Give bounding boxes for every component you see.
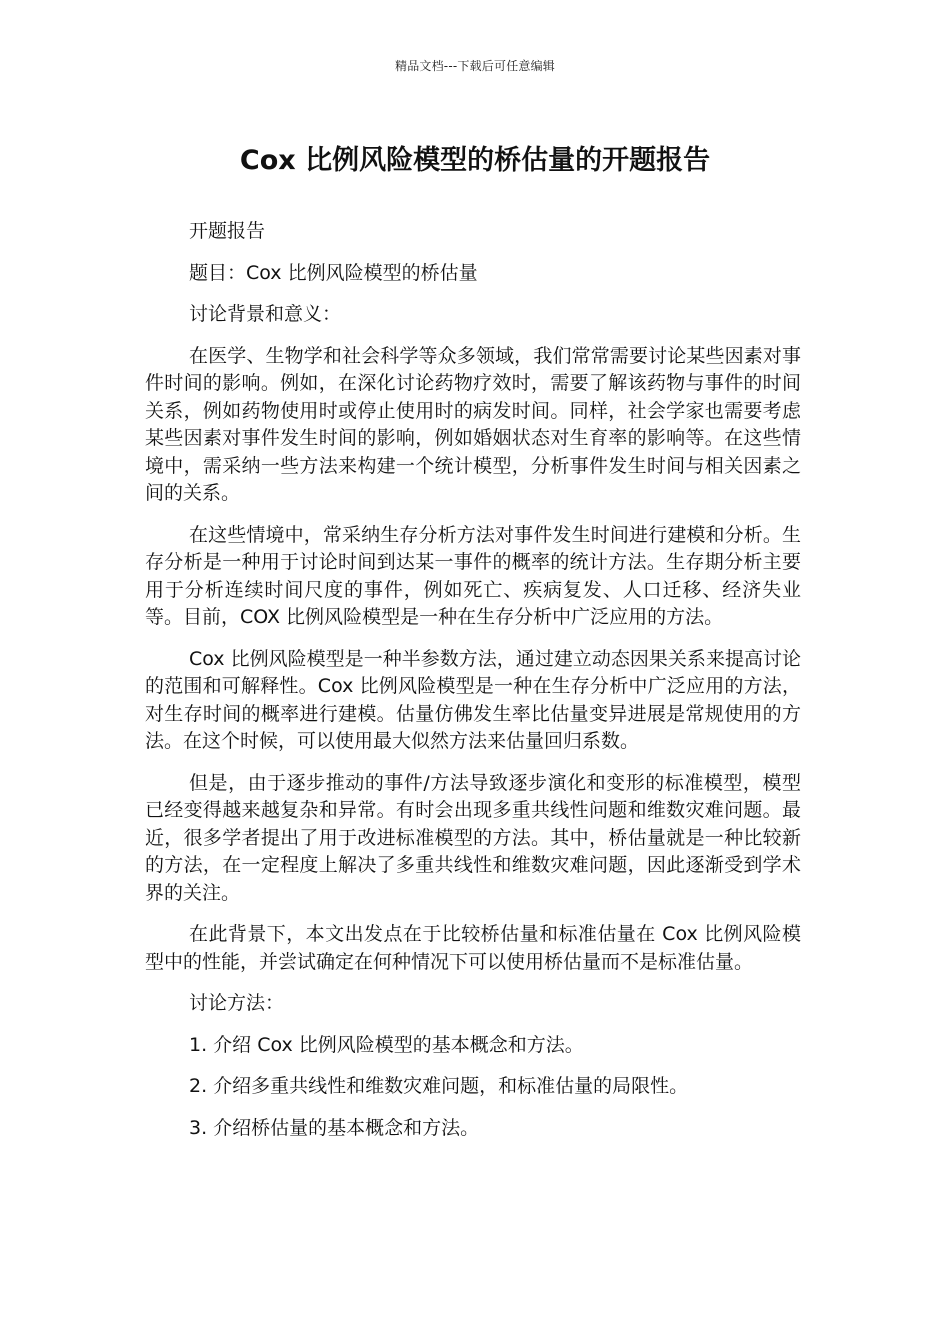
method-item-2: 2. 介绍多重共线性和维数灾难问题，和标准估量的局限性。 — [189, 1075, 689, 1097]
paragraph-4: 但是，由于逐步推动的事件/方法导致逐步演化和变形的标准模型，模型已经变得越来越复杂和异常。有时会出现多重共线性问题和维数灾难问题。最近，很多学者提出了用于改进标准模型的方法。其中，桥估量就是一种比较新的方法，在一定程度上解决了多重共线性和维数灾难问题，因此逐渐受到学术界的关注。 — [145, 771, 801, 904]
paragraph-5: 在此背景下，本文出发点在于比较桥估量和标准估量在 Cox 比例风险模型中的性能，并尝试确定在何种情况下可以使用桥估量而不是标准估量。 — [145, 923, 801, 973]
paragraph-3: Cox 比例风险模型是一种半参数方法，通过建立动态因果关系来提高讨论的范围和可解释性。Cox 比例风险模型是一种在生存分析中广泛应用的方法，对生存时间的概率进行建模。估量仿佛发生率比估量变异进展是常规使用的方法。在这个时候，可以使用最大似然方法来估量回归系数。 — [145, 647, 801, 752]
method-item-1: 1. 介绍 Cox 比例风险模型的基本概念和方法。 — [189, 1033, 584, 1056]
header-note: 精品文档---下载后可任意编辑 — [395, 59, 555, 73]
paragraph-1: 在医学、生物学和社会科学等众多领域，我们常常需要讨论某些因素对事件时间的影响。例如，在深化讨论药物疗效时，需要了解该药物与事件的时间关系，例如药物使用时或停止使用时的病发时间。同样，社会学家也需要考虑某些因素对事件发生时间的影响，例如婚姻状态对生育率的影响等。在这些情境中，需采纳一些方法来构建一个统计模型，分析事件发生时间与相关因素之间的关系。 — [145, 344, 801, 504]
paragraph-2: 在这些情境中，常采纳生存分析方法对事件发生时间进行建模和分析。生存分析是一种用于讨论时间到达某一事件的概率的统计方法。生存期分析主要用于分析连续时间尺度的事件，例如死亡、疾病复发、人口迁移、经济失业等。目前，COX 比例风险模型是一种在生存分析中广泛应用的方法。 — [145, 523, 801, 628]
document-body — [145, 218, 801, 1156]
method-item-3: 3. 介绍桥估量的基本概念和方法。 — [189, 1116, 480, 1139]
topic-line: 题目：Cox 比例风险模型的桥估量 — [189, 261, 478, 284]
document-title: Cox 比例风险模型的桥估量的开题报告 — [239, 145, 711, 176]
method-heading: 讨论方法： — [189, 992, 285, 1014]
report-label: 开题报告 — [189, 220, 266, 242]
background-heading: 讨论背景和意义： — [189, 303, 342, 325]
